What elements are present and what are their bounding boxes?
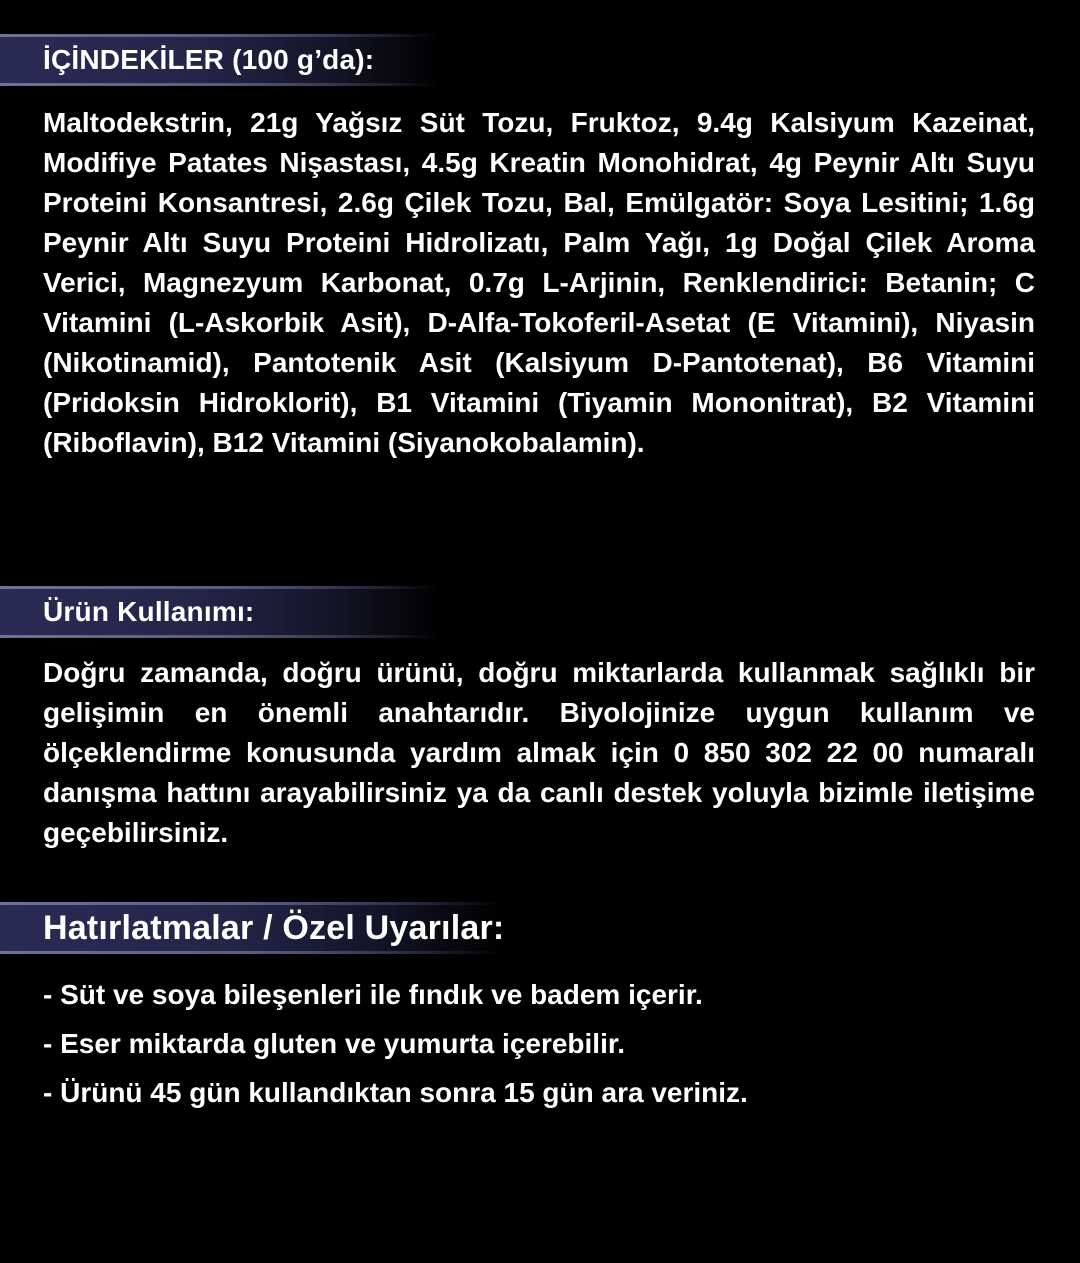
- warning-item: - Eser miktarda gluten ve yumurta içerebilir.: [43, 1028, 625, 1059]
- usage-text: Doğru zamanda, doğru ürünü, doğru miktarlarda kullanmak sağlıklı bir gelişimin en önemli anahtarıdır. Biyolojinize uygun kullanım ve ölçeklendirme konusunda yardım almak için 0 850 302 22 00 numaralı danışma hattını arayabilirsiniz ya da canlı destek yoluyla bizimle iletişime geçebilirsiniz.: [43, 657, 1035, 848]
- warning-item: - Süt ve soya bileşenleri ile fındık ve badem içerir.: [43, 979, 703, 1010]
- warnings-title: Hatırlatmalar / Özel Uyarılar:: [43, 908, 505, 947]
- warnings-list: [43, 970, 1035, 1117]
- usage-title: Ürün Kullanımı:: [43, 596, 255, 627]
- warnings-header: [0, 902, 505, 954]
- usage-header: [0, 586, 440, 638]
- warning-item: - Ürünü 45 gün kullandıktan sonra 15 gün ara veriniz.: [43, 1077, 748, 1108]
- ingredients-text: Maltodekstrin, 21g Yağsız Süt Tozu, Fruktoz, 9.4g Kalsiyum Kazeinat, Modifiye Patates Nişastası, 4.5g Kreatin Monohidrat, 4g Peynir Altı Suyu Proteini Konsantresi, 2.6g Çilek Tozu, Bal, Emülgatör: Soya Lesitini; 1.6g Peynir Altı Suyu Proteini Hidrolizatı, Palm Yağı, 1g Doğal Çilek Aroma Verici, Magnezyum Karbonat, 0.7g L-Arjinin, Renklendirici: Betanin; C Vitamini (L-Askorbik Asit), D-Alfa-Tokoferil-Asetat (E Vitamini), Niyasin (Nikotinamid), Pantotenik Asit (Kalsiyum D-Pantotenat), B6 Vitamini (Pridoksin Hidroklorit), B1 Vitamini (Tiyamin Mononitrat), B2 Vitamini (Riboflavin), B12 Vitamini (Siyanokobalamin).: [43, 107, 1035, 458]
- ingredients-header: [0, 34, 440, 86]
- ingredients-title: İÇİNDEKİLER (100 g’da):: [43, 44, 375, 75]
